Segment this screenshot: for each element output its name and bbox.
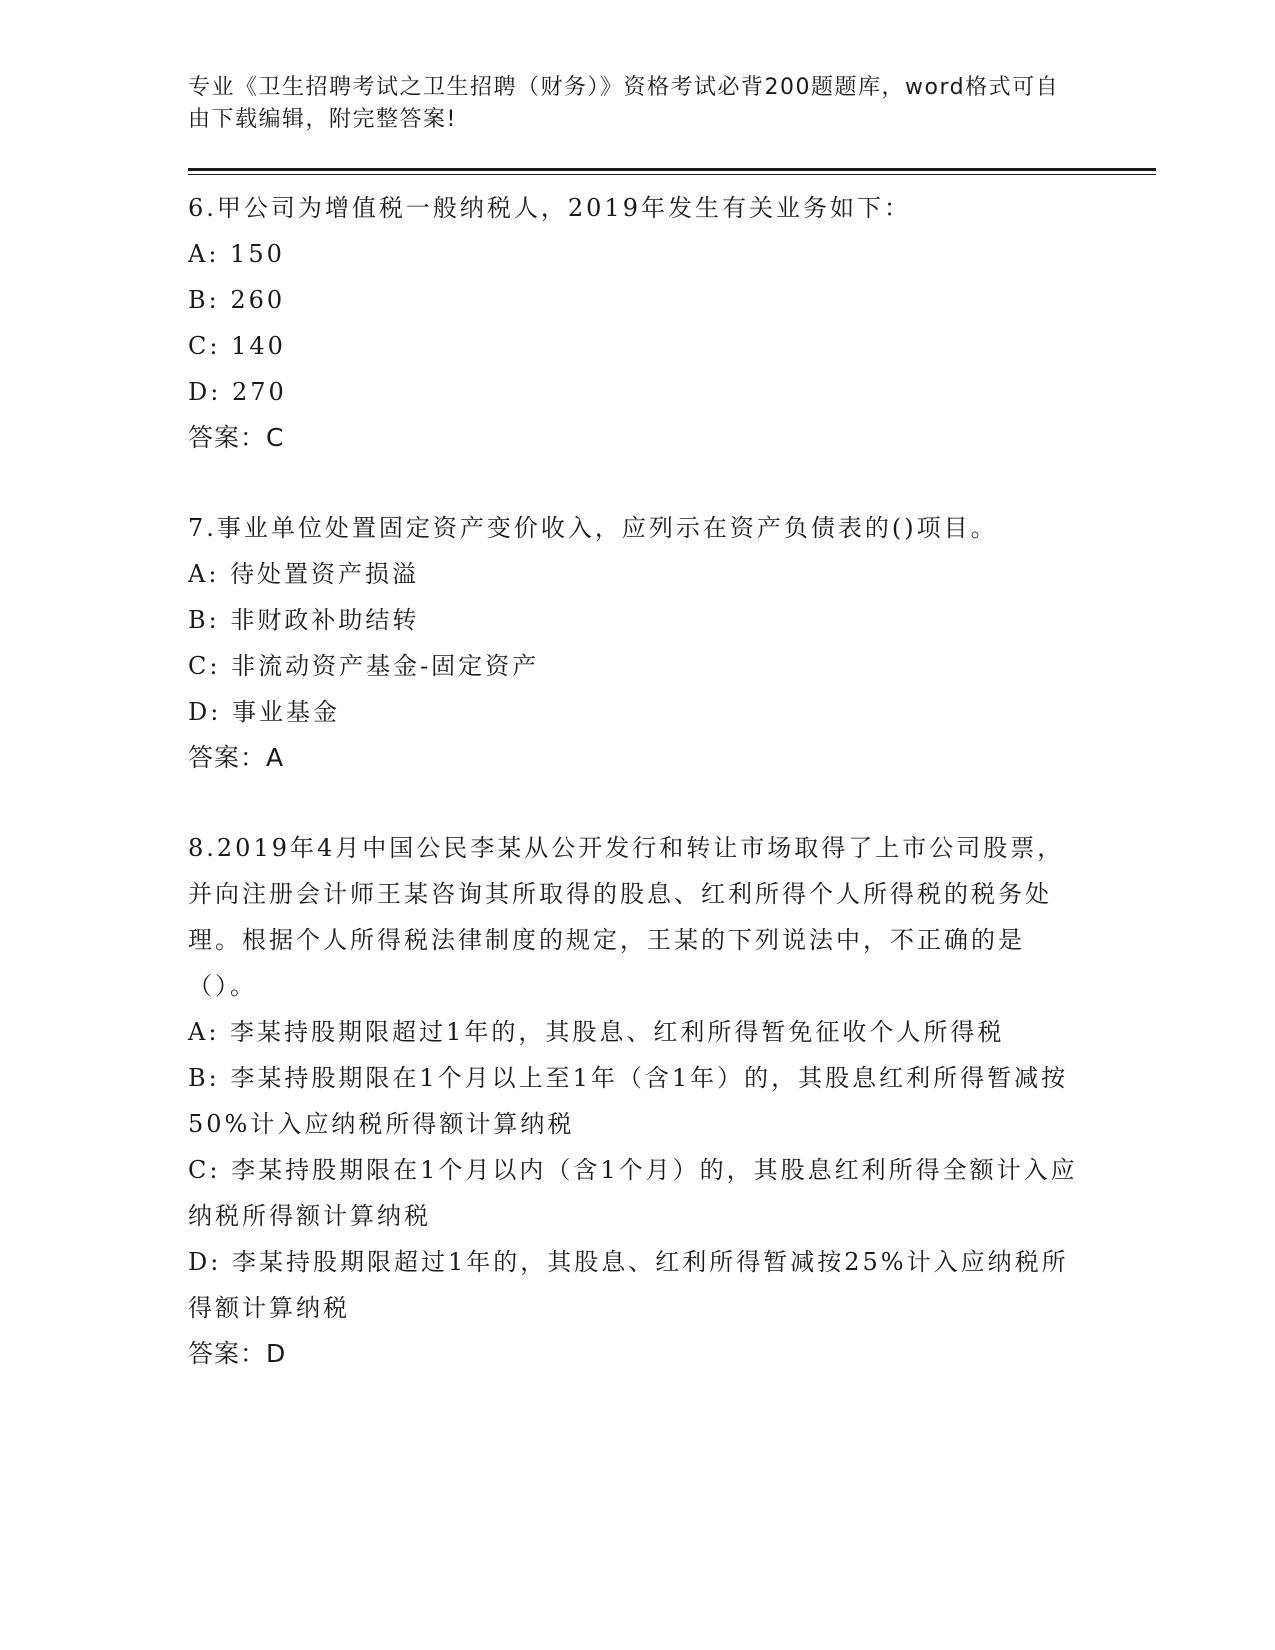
option-d: D: 李某持股期限超过1年的，其股息、红利所得暂减按25%计入应纳税所得额计算纳税 xyxy=(188,1248,1069,1322)
answer-label: 答案：A xyxy=(188,743,285,772)
answer-label: 答案：D xyxy=(188,1339,287,1368)
question-stem: 6.甲公司为增值税一般纳税人，2019年发生有关业务如下： xyxy=(188,194,911,222)
option-a: A: 李某持股期限超过1年的，其股息、红利所得暂免征收个人所得税 xyxy=(188,1018,1005,1046)
header-divider xyxy=(188,168,1156,175)
option-c: C: 140 xyxy=(188,332,286,360)
option-b: B: 260 xyxy=(188,286,286,314)
header-divider-thick xyxy=(188,168,1156,171)
header-text: 专业《卫生招聘考试之卫生招聘（财务）》资格考试必背200题题库，word格式可自由下载编辑，附完整答案! xyxy=(188,75,1060,132)
question-list xyxy=(188,185,1088,1377)
question-stem: 7.事业单位处置固定资产变价收入，应列示在资产负债表的()项目。 xyxy=(188,514,998,542)
document-page xyxy=(188,72,1088,1421)
option-b: B: 李某持股期限在1个月以上至1年（含1年）的，其股息红利所得暂减按50%计入应纳税所得额计算纳税 xyxy=(188,1064,1069,1138)
option-c: C: 李某持股期限在1个月以内（含1个月）的，其股息红利所得全额计入应纳税所得额计算纳税 xyxy=(188,1156,1078,1230)
option-a: A: 150 xyxy=(188,240,285,268)
answer-label: 答案：C xyxy=(188,423,285,452)
option-a: A: 待处置资产损溢 xyxy=(188,560,420,588)
question-6 xyxy=(188,185,1088,461)
document-header xyxy=(188,72,1068,136)
option-c: C: 非流动资产基金-固定资产 xyxy=(188,652,540,680)
header-divider-thin xyxy=(188,174,1156,175)
option-b: B: 非财政补助结转 xyxy=(188,606,420,634)
option-d: D: 270 xyxy=(188,378,287,406)
question-stem: 8.2019年4月中国公民李某从公开发行和转让市场取得了上市公司股票，并向注册会计师王某咨询其所取得的股息、红利所得个人所得税的税务处理。根据个人所得税法律制度的规定，王某的下列说法中，不正确的是（）。 xyxy=(188,834,1065,1000)
question-8 xyxy=(188,825,1088,1377)
question-7 xyxy=(188,505,1088,781)
option-d: D: 事业基金 xyxy=(188,698,340,726)
